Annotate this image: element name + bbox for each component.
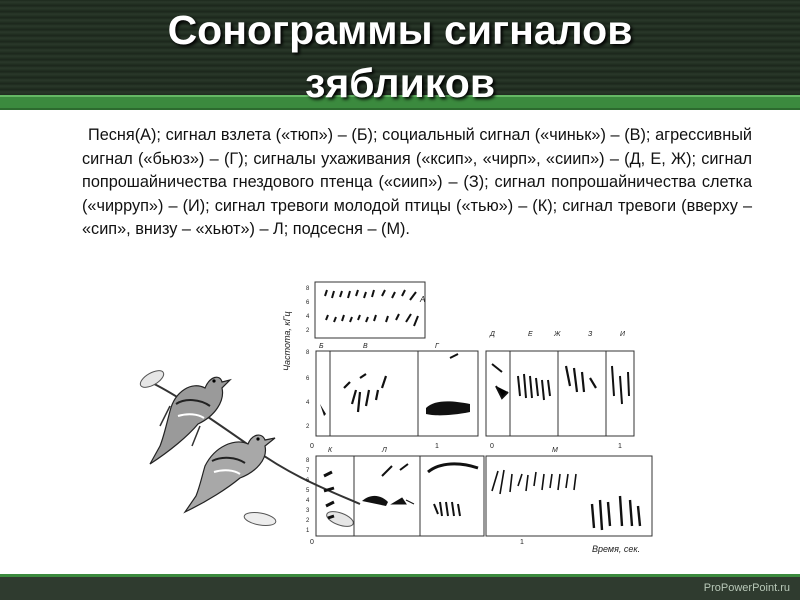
middle-row <box>306 331 634 450</box>
panel-label-b: Б <box>319 343 324 350</box>
bottom-tick-1: 1 <box>306 528 310 534</box>
mid-tick-2: 2 <box>306 424 310 430</box>
top-tick-4: 4 <box>306 314 310 320</box>
panel-label-k: К <box>328 447 333 454</box>
panel-label-a: А <box>420 295 426 304</box>
top-tick-8: 8 <box>306 286 310 292</box>
top-tick-6: 6 <box>306 300 310 306</box>
mid-one-label: 1 <box>618 443 622 450</box>
footer-brand: ProPowerPoint.ru <box>703 582 790 594</box>
bottom-zero-label: 0 <box>310 539 314 546</box>
panel-label-d: Д <box>490 331 495 338</box>
bottom-tick-5: 5 <box>306 488 310 494</box>
top-tick-2: 2 <box>306 328 310 334</box>
footer-bar <box>0 574 800 600</box>
bottom-tick-6: 6 <box>306 478 310 484</box>
sonogram-figure <box>130 276 670 571</box>
bottom-tick-8: 8 <box>306 458 310 464</box>
panel-label-l: Л <box>382 447 387 454</box>
mid-tick-8: 8 <box>306 350 310 356</box>
bottom-tick-7: 7 <box>306 468 310 474</box>
description-text <box>82 124 752 242</box>
panel-label-v: В <box>363 343 368 350</box>
footer-accent-line <box>0 574 800 577</box>
mid-tick-4: 4 <box>306 400 310 406</box>
mid-zero-label-2: 0 <box>490 443 494 450</box>
panel-label-zh: Ж <box>554 331 561 338</box>
bottom-tick-2: 2 <box>306 518 310 524</box>
mid-tick-6: 6 <box>306 376 310 382</box>
bottom-row <box>306 447 652 546</box>
panel-a <box>306 282 425 338</box>
panel-label-g: Г <box>435 343 439 350</box>
panel-label-e: Е <box>528 331 533 338</box>
description-body: Песня(А); сигнал взлета («тюп») – (Б); социальный сигнал («чиньк») – (В); агрессивный сигнал («бьюз») – (Г); сигналы ухаживания («ксип», «чирп», «сиип») – (Д, Е, Ж); сигнал попрошайничества гнездового птенца («сиип») – (З); сигнал попрошайничества слетка («чирруп») – (И); сигнал тревоги молодой птицы («тью») – (К); сигнал тревоги (вверху – «сип», внизу – «хьют») – Л; подсесня – (М). <box>82 126 752 239</box>
bottom-tick-4: 4 <box>306 498 310 504</box>
slide-title-line-2: зябликов <box>304 60 496 106</box>
y-axis-label: Частота, кГц <box>282 311 292 371</box>
bottom-one-label: 1 <box>520 539 524 546</box>
slide-title-line-1: Сонограммы сигналов <box>167 7 633 53</box>
panel-label-m: М <box>552 447 558 454</box>
panel-label-z: З <box>588 331 593 338</box>
sonogram-illustration <box>130 276 670 566</box>
mid-zero-label: 0 <box>310 443 314 450</box>
slide-title <box>0 4 800 110</box>
bottom-tick-3: 3 <box>306 508 310 514</box>
mid-one-label-2: 1 <box>435 443 439 450</box>
x-axis-label: Время, сек. <box>592 544 641 554</box>
panel-label-i: И <box>620 331 626 338</box>
